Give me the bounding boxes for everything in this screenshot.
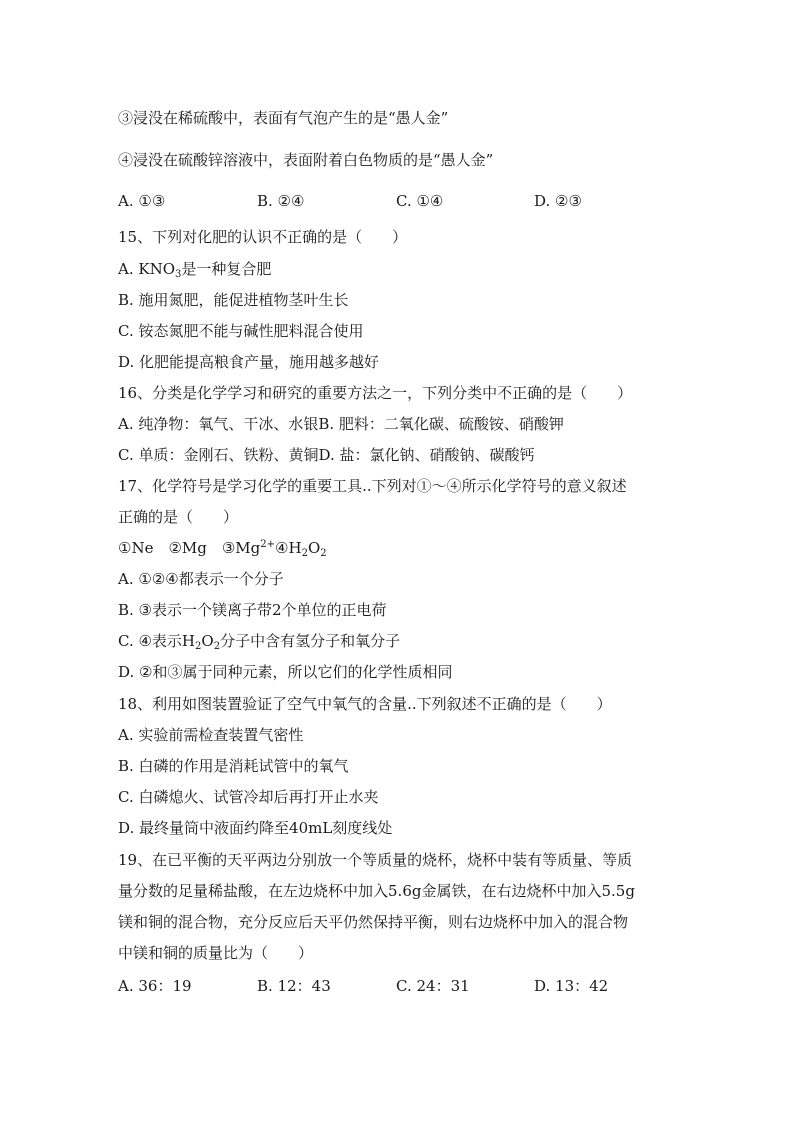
q17-stem-line1: 17、化学符号是学习化学的重要工具..下列对①～④所示化学符号的意义叙述 bbox=[118, 477, 627, 495]
q17-option-d: D. ②和③属于同种元素，所以它们的化学性质相同 bbox=[118, 663, 453, 681]
q15-option-a: A. $KNO_3$是一种复合肥 bbox=[118, 260, 272, 280]
q15-option-b: B. 施用氮肥，能促进植物茎叶生长 bbox=[118, 291, 349, 309]
q19-stem-line4: 中镁和铜的质量比为（ ） bbox=[118, 944, 314, 962]
q18-option-c: C. 白磷熄火、试管冷却后再打开止水夹 bbox=[118, 788, 379, 806]
q19-option-b: B. 12：43 bbox=[257, 977, 331, 995]
q18-option-a: A. 实验前需检查装置气密性 bbox=[118, 726, 304, 744]
q14-statement-4: ④浸没在硫酸锌溶液中，表面附着白色物质的是“愚人金” bbox=[118, 151, 494, 169]
q17-symbols: ①Ne ②Mg $③Mg^{2+}④H_2O_2$ bbox=[118, 539, 327, 559]
q19-option-d: D. 13：42 bbox=[534, 977, 609, 995]
q19-stem-line2: 量分数的足量稀盐酸，在左边烧杯中加入5.6g金属铁，在右边烧杯中加入5.5g bbox=[118, 882, 635, 900]
q14-option-c: C. ①④ bbox=[396, 192, 444, 210]
q19-stem-line1: 19、在已平衡的天平两边分别放一个等质量的烧杯，烧杯中装有等质量、等质 bbox=[118, 851, 633, 869]
q19-stem-line3: 镁和铜的混合物，充分反应后天平仍然保持平衡，则右边烧杯中加入的混合物 bbox=[118, 913, 629, 931]
q17-option-c: C. ④表示$H_2O_2$分子中含有氢分子和氧分子 bbox=[118, 632, 401, 652]
q14-option-b: B. ②④ bbox=[257, 192, 305, 210]
q15-stem: 15、下列对化肥的认识不正确的是（ ） bbox=[118, 228, 408, 246]
q14-option-d: D. ②③ bbox=[534, 192, 582, 210]
q15-option-c: C. 铵态氮肥不能与碱性肥料混合使用 bbox=[118, 322, 364, 340]
q16-stem: 16、分类是化学学习和研究的重要方法之一，下列分类中不正确的是（ ） bbox=[118, 384, 633, 402]
q18-option-b: B. 白磷的作用是消耗试管中的氧气 bbox=[118, 757, 349, 775]
q15-option-d: D. 化肥能提高粮食产量，施用越多越好 bbox=[118, 353, 380, 371]
q17-option-b: B. ③表示一个镁离子带2个单位的正电荷 bbox=[118, 601, 387, 619]
q19-option-a: A. 36：19 bbox=[118, 977, 192, 995]
q16-options-ab: A. 纯净物：氧气、干冰、水银B. 肥料：二氧化碳、硫酸铵、硝酸钾 bbox=[118, 415, 564, 433]
q16-options-cd: C. 单质：金刚石、铁粉、黄铜D. 盐：氯化钠、硝酸钠、碳酸钙 bbox=[118, 446, 535, 464]
q14-statement-3: ③浸没在稀硫酸中，表面有气泡产生的是“愚人金” bbox=[118, 109, 449, 127]
q18-stem: 18、利用如图装置验证了空气中氧气的含量..下列叙述不正确的是（ ） bbox=[118, 695, 612, 713]
q17-stem-line2: 正确的是（ ） bbox=[118, 508, 239, 526]
q14-option-a: A. ①③ bbox=[118, 192, 166, 210]
q18-option-d: D. 最终量筒中液面约降至40mL刻度线处 bbox=[118, 819, 393, 837]
q17-option-a: A. ①②④都表示一个分子 bbox=[118, 570, 284, 588]
q19-option-c: C. 24：31 bbox=[396, 977, 470, 995]
